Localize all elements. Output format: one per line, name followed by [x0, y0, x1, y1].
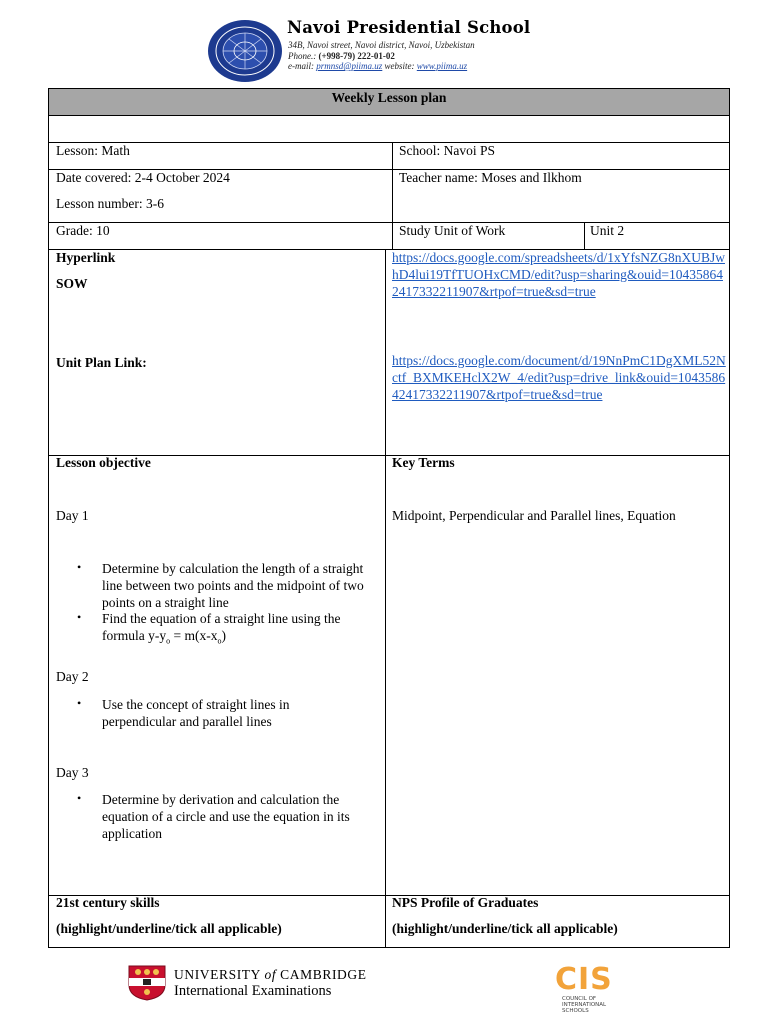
- profile-note: (highlight/underline/tick all applicable): [392, 921, 618, 936]
- subscript: o: [217, 636, 222, 646]
- key-terms-value: Midpoint, Perpendicular and Parallel lines, Equation: [392, 508, 676, 523]
- day-2-label: Day 2: [56, 669, 89, 684]
- phone-label: Phone.:: [288, 51, 317, 61]
- school-name: Navoi Presidential School: [287, 18, 531, 37]
- phone-number: (+998-79) 222-01-02: [318, 51, 395, 61]
- cis-sub-line-1: COUNCIL OF: [562, 996, 597, 1002]
- cis-wordmark: [555, 962, 613, 997]
- cis-logo: [552, 964, 632, 1012]
- day-3-objective-1: Determine by derivation and calculation the equation of a circle and use the equation in its application: [102, 792, 350, 841]
- bullet-icon: •: [77, 696, 82, 710]
- day-1-objective-1: Determine by calculation the length of a straight line between two points and the midpoint of two points on a straight line: [102, 561, 364, 610]
- cis-sub-line-2: INTERNATIONAL: [562, 1002, 607, 1008]
- day-3-label: Day 3: [56, 765, 89, 780]
- cambridge-subtitle: International Examinations: [174, 983, 332, 999]
- teacher-name-field: Teacher name: Moses and Ilkhom: [399, 170, 582, 185]
- cambridge-logo: [128, 965, 388, 1005]
- skills-label: 21st century skills: [56, 895, 160, 910]
- bullet-icon: •: [77, 791, 82, 805]
- cambridge-name: CAMBRIDGE: [280, 967, 367, 982]
- cambridge-of: of: [264, 967, 277, 982]
- date-covered-field: Date covered: 2-4 October 2024: [56, 170, 230, 185]
- hyperlink-label: Hyperlink: [56, 250, 116, 265]
- key-terms-label: Key Terms: [392, 455, 455, 470]
- bullet-icon: •: [77, 560, 82, 574]
- cambridge-university: UNIVERSITY: [174, 967, 261, 982]
- formula-middle: = m(x-x: [170, 628, 218, 643]
- lesson-field: Lesson: Math: [56, 143, 130, 158]
- school-address: 34B, Navoi street, Navoi district, Navoi, Uzbekistan: [288, 40, 475, 50]
- website-label: website:: [384, 61, 415, 71]
- formula-end: ): [221, 628, 226, 643]
- website-link[interactable]: www.piima.uz: [416, 61, 468, 71]
- skills-note: (highlight/underline/tick all applicable): [56, 921, 282, 936]
- table-title: Weekly Lesson plan: [331, 90, 447, 105]
- email-link[interactable]: prmnsd@piima.uz: [316, 61, 383, 71]
- study-unit-label: Study Unit of Work: [399, 223, 506, 238]
- cambridge-university-name: [174, 967, 367, 983]
- bullet-icon: •: [77, 610, 82, 624]
- profile-label: NPS Profile of Graduates: [392, 895, 539, 910]
- school-header: [205, 16, 540, 86]
- cis-text: CIS: [555, 962, 613, 997]
- cis-sub-line-3: SCHOOLS: [562, 1008, 589, 1014]
- unit-plan-link[interactable]: https://docs.google.com/document/d/19NnPmC1DgXML52Nctf_BXMKEHclX2W_4/edit?usp=drive_link&ouid=104358642417332211907&rtpof=true&sd=true: [392, 353, 726, 402]
- email-label: e-mail:: [288, 61, 314, 71]
- sow-link[interactable]: https://docs.google.com/spreadsheets/d/1xYfsNZG8nXUBJwhD4lui19TfTUOHxCMD/edit?usp=sharing&ouid=104358642417332211907&rtpof=true&sd=true: [392, 250, 725, 299]
- lesson-number-field: Lesson number: 3-6: [56, 196, 164, 211]
- school-phone-line: [288, 51, 395, 61]
- unit-field: Unit 2: [590, 223, 625, 238]
- school-field: School: Navoi PS: [399, 143, 496, 158]
- day-1-objective-2: [102, 610, 382, 650]
- lesson-objective-label: Lesson objective: [56, 455, 151, 470]
- subscript: o: [166, 636, 171, 646]
- day-2-objective-1: Use the concept of straight lines in perpendicular and parallel lines: [102, 697, 290, 729]
- school-seal-logo: [207, 19, 283, 83]
- school-contact-line: [288, 61, 467, 71]
- day-1-label: Day 1: [56, 508, 89, 523]
- formula-prefix: Find the equation of a straight line using the formula y-y: [102, 611, 341, 643]
- unit-plan-label: Unit Plan Link:: [56, 355, 147, 370]
- cis-subtitle: [562, 996, 606, 1014]
- cambridge-shield-icon: [128, 965, 166, 1001]
- grade-field: Grade: 10: [56, 223, 110, 238]
- lesson-plan-table: [48, 88, 730, 948]
- sow-label: SOW: [56, 276, 88, 291]
